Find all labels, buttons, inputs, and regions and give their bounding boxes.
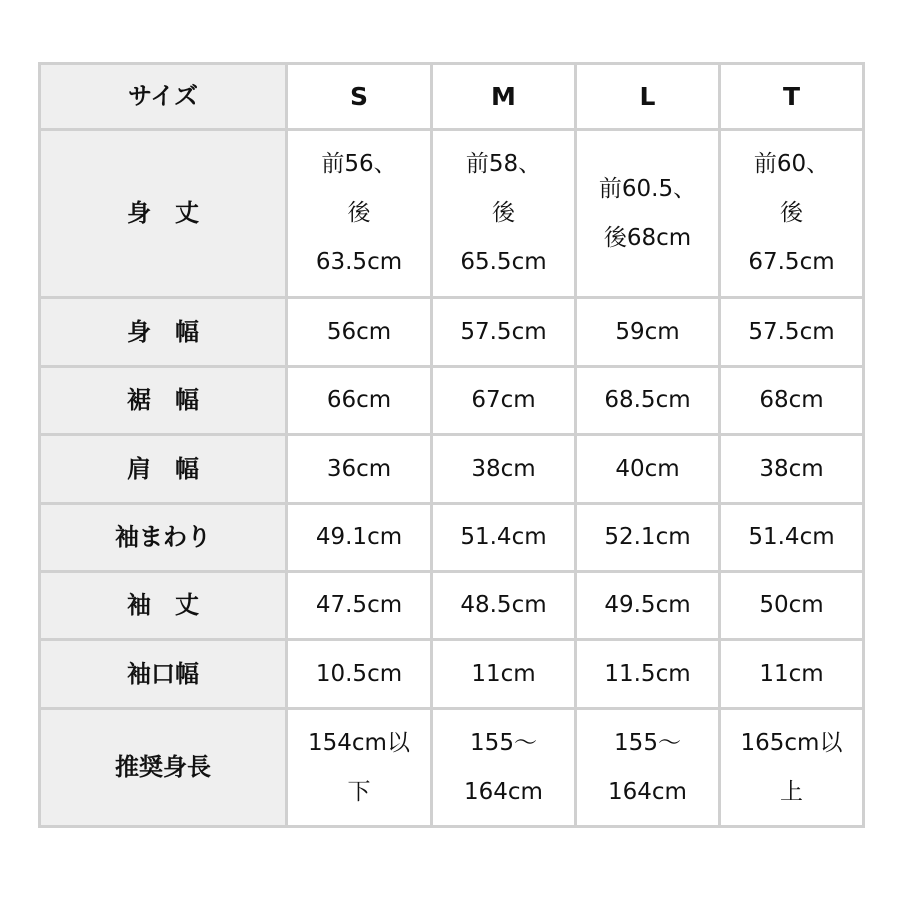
cell-value: 52.1cm	[576, 504, 720, 572]
size-s: S	[287, 64, 432, 130]
row-label: 身 幅	[40, 298, 287, 367]
cell-value: 38cm	[432, 435, 576, 504]
size-header-label: サイズ	[40, 64, 287, 130]
row-label: 裾 幅	[40, 367, 287, 435]
table-row	[40, 435, 864, 504]
cell-value: 57.5cm	[432, 298, 576, 367]
cell-value: 155〜 164cm	[576, 709, 720, 827]
cell-value: 前58、 後 65.5cm	[432, 130, 576, 298]
cell-value: 10.5cm	[287, 640, 432, 709]
table-row	[40, 298, 864, 367]
row-label: 袖まわり	[40, 504, 287, 572]
cell-value: 11cm	[720, 640, 864, 709]
cell-value: 165cm以 上	[720, 709, 864, 827]
cell-value: 50cm	[720, 572, 864, 640]
cell-value: 11.5cm	[576, 640, 720, 709]
cell-value: 68.5cm	[576, 367, 720, 435]
table-row	[40, 367, 864, 435]
cell-value: 154cm以 下	[287, 709, 432, 827]
row-label: 身 丈	[40, 130, 287, 298]
row-label: 肩 幅	[40, 435, 287, 504]
cell-value: 36cm	[287, 435, 432, 504]
table-row	[40, 709, 864, 827]
cell-value: 59cm	[576, 298, 720, 367]
table-row	[40, 572, 864, 640]
cell-value: 40cm	[576, 435, 720, 504]
cell-value: 68cm	[720, 367, 864, 435]
table-row	[40, 130, 864, 298]
cell-value: 11cm	[432, 640, 576, 709]
cell-value: 51.4cm	[432, 504, 576, 572]
cell-value: 前60、 後 67.5cm	[720, 130, 864, 298]
header-row	[40, 64, 864, 130]
cell-value: 67cm	[432, 367, 576, 435]
cell-value: 前60.5、 後68cm	[576, 130, 720, 298]
cell-value: 51.4cm	[720, 504, 864, 572]
row-label: 推奨身長	[40, 709, 287, 827]
cell-value: 57.5cm	[720, 298, 864, 367]
table-row	[40, 504, 864, 572]
cell-value: 49.1cm	[287, 504, 432, 572]
cell-value: 前56、 後 63.5cm	[287, 130, 432, 298]
cell-value: 48.5cm	[432, 572, 576, 640]
cell-value: 155〜 164cm	[432, 709, 576, 827]
cell-value: 56cm	[287, 298, 432, 367]
size-chart-table	[38, 62, 865, 828]
cell-value: 47.5cm	[287, 572, 432, 640]
cell-value: 38cm	[720, 435, 864, 504]
size-t: T	[720, 64, 864, 130]
table-row	[40, 640, 864, 709]
cell-value: 66cm	[287, 367, 432, 435]
size-l: L	[576, 64, 720, 130]
size-m: M	[432, 64, 576, 130]
cell-value: 49.5cm	[576, 572, 720, 640]
row-label: 袖口幅	[40, 640, 287, 709]
row-label: 袖 丈	[40, 572, 287, 640]
